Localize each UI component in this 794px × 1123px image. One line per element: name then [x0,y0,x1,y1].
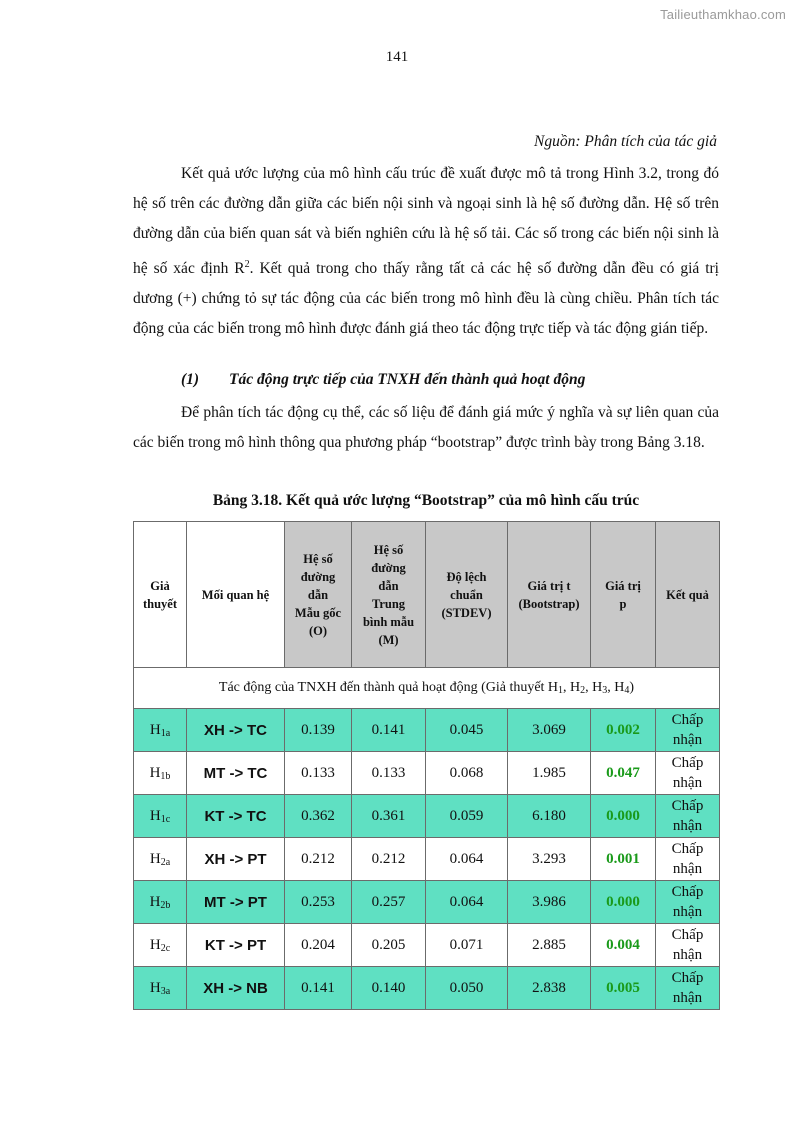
group-sep-2: , H [585,680,603,695]
header-original-sample [285,522,352,668]
cell-result: Chấp nhận [656,838,720,881]
cell-relation: MT -> TC [187,752,285,795]
cell-original: 0.362 [285,795,352,838]
cell-p-value: 0.047 [591,752,656,795]
cell-hypothesis: $H_{1b}$ [134,752,187,795]
group-sub-3: 3 [602,685,608,696]
header-line: (O) [308,623,328,638]
group-sep-1: , H [563,680,581,695]
header-line: Giá trị t [527,578,571,593]
cell-relation: XH -> TC [187,709,285,752]
cell-stdev: 0.071 [426,924,508,967]
source-note: Nguồn: Phân tích của tác giả [534,133,717,150]
group-row [134,668,720,709]
cell-hypothesis: $H_{2a}$ [134,838,187,881]
header-result [656,522,720,668]
cell-hypothesis: $H_{3a}$ [134,967,187,1010]
paragraph-1-text-b: . Kết quả trong cho thấy rằng tất cả các hệ số đường dẫn đều có giá trị dương (+) chứng tỏ sự tác động của các biến trong mô hình đều là cùng chiều. Phân tích tác động của các biến trong mô hình được đánh giá theo tác động trực tiếp và tác động gián tiếp. [133,259,719,338]
header-line: dẫn [307,587,329,602]
cell-hypothesis: $H_{2c}$ [134,924,187,967]
header-line: Mẫu gốc [294,605,342,620]
cell-p-value: 0.004 [591,924,656,967]
cell-stdev: 0.064 [426,838,508,881]
group-sub-4: 4 [624,685,630,696]
table-row [134,709,720,752]
cell-result: Chấp nhận [656,967,720,1010]
table-row [134,881,720,924]
cell-result: Chấp nhận [656,795,720,838]
cell-stdev: 0.050 [426,967,508,1010]
header-line: Độ lệch [446,569,487,584]
cell-hypothesis: $H_{2b}$ [134,881,187,924]
cell-mean: 0.140 [352,967,426,1010]
cell-original: 0.253 [285,881,352,924]
header-relation [187,522,285,668]
cell-p-value: 0.002 [591,709,656,752]
header-line: thuyết [142,596,178,611]
group-sub-1: 1 [558,685,564,696]
cell-original: 0.212 [285,838,352,881]
group-sep-3: , H [607,680,625,695]
header-line: Giả [150,578,170,593]
page-number: 141 [385,49,409,65]
section-heading [181,371,585,389]
group-label-prefix: Tác động của TNXH đến thành quả hoạt động (Giả thuyết H [218,680,559,695]
cell-result: Chấp nhận [656,752,720,795]
header-line: (Bootstrap) [518,596,580,611]
table-caption: Bảng 3.18. Kết quả ước lượng “Bootstrap” của mô hình cấu trúc [212,492,640,509]
header-stdev [426,522,508,668]
cell-result: Chấp nhận [656,881,720,924]
cell-relation: XH -> PT [187,838,285,881]
cell-t-value: 3.069 [508,709,591,752]
header-line: Kết quả [666,587,709,602]
header-line: dẫn [378,578,399,593]
cell-t-value: 2.885 [508,924,591,967]
header-line: p [619,596,627,611]
cell-t-value: 2.838 [508,967,591,1010]
cell-result: Chấp nhận [656,924,720,967]
cell-t-value: 6.180 [508,795,591,838]
section-heading-number: (1) [181,371,200,388]
cell-mean: 0.141 [352,709,426,752]
header-line: Giá trị [605,578,641,593]
cell-result: Chấp nhận [656,709,720,752]
section-heading-text: Tác động trực tiếp của TNXH đến thành quả hoạt động [229,371,586,388]
header-line: (M) [378,632,399,647]
header-t-value [508,522,591,668]
header-line: bình mẫu [362,614,415,629]
cell-p-value: 0.000 [591,795,656,838]
table-row [134,838,720,881]
cell-stdev: 0.064 [426,881,508,924]
table-header-row [134,522,720,668]
cell-original: 0.139 [285,709,352,752]
cell-relation: MT -> PT [187,881,285,924]
cell-relation: KT -> TC [187,795,285,838]
cell-original: 0.141 [285,967,352,1010]
cell-p-value: 0.005 [591,967,656,1010]
cell-relation: KT -> PT [187,924,285,967]
header-line: đường [300,569,336,584]
header-line: (STDEV) [441,605,492,620]
cell-mean: 0.212 [352,838,426,881]
header-hypothesis [134,522,187,668]
cell-original: 0.204 [285,924,352,967]
table-row [134,924,720,967]
cell-t-value: 3.293 [508,838,591,881]
header-line: Mối quan hệ [201,587,270,602]
cell-t-value: 3.986 [508,881,591,924]
table-row [134,795,720,838]
paragraph-2: Để phân tích tác động cụ thể, các số liệu để đánh giá mức ý nghĩa và sự liên quan của các biến trong mô hình thông qua phương pháp “bootstrap” được trình bày trong Bảng 3.18. [133,404,719,452]
header-sample-mean [352,522,426,668]
cell-mean: 0.257 [352,881,426,924]
cell-t-value: 1.985 [508,752,591,795]
cell-original: 0.133 [285,752,352,795]
cell-stdev: 0.068 [426,752,508,795]
cell-p-value: 0.001 [591,838,656,881]
cell-hypothesis: $H_{1c}$ [134,795,187,838]
header-line: đường [371,560,406,575]
r-squared-superscript: 2 [244,258,250,270]
paragraph-1 [133,159,719,344]
header-p-value [591,522,656,668]
table-row [134,967,720,1010]
header-line: chuẩn [450,587,483,602]
header-line: Hệ số [303,551,333,566]
paragraph-1-text-a: Kết quả ước lượng của mô hình cấu trúc đề xuất được mô tả trong Hình 3.2, trong đó hệ số trên các đường dẫn giữa các biến nội sinh và ngoại sinh là hệ số đường dẫn. Hệ số trên đường dẫn của biến quan sát và biến nghiên cứu là hệ số tải. Các số trong các biến nội sinh là hệ số xác định R [133,165,719,277]
cell-stdev: 0.045 [426,709,508,752]
cell-p-value: 0.000 [591,881,656,924]
cell-hypothesis: $H_{1a}$ [134,709,187,752]
group-label-suffix: ) [629,680,635,695]
cell-stdev: 0.059 [426,795,508,838]
cell-mean: 0.361 [352,795,426,838]
header-line: Hệ số [373,542,404,557]
cell-relation: XH -> NB [187,967,285,1010]
header-line: Trung [371,596,406,611]
table-row [134,752,720,795]
cell-mean: 0.133 [352,752,426,795]
bootstrap-results-table [133,521,720,1010]
watermark: Tailieuthamkhao.com [660,7,786,22]
group-label [134,668,720,709]
group-sub-2: 2 [580,685,586,696]
cell-mean: 0.205 [352,924,426,967]
